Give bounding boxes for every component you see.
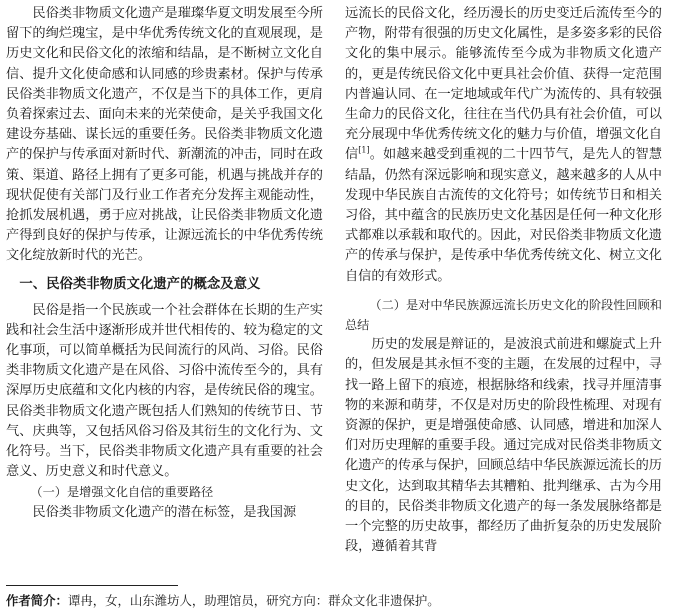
continued-text-before-ref: 远流长的民俗文化，经历漫长的历史变迁后流传至今的产物，附带有很强的历史文化属性，是多姿多彩的民俗文化的集中展示。能够流传至今成为非物质文化遗产的，更是传统民俗文化中更具社会价值、获得一定范围内普遍认同、在一定地域或年代广为流传的、具有较强生命力的民俗文化，往往在当代仍具有社会价值，可以充分展现中华优秀传统文化的魅力与价值，增强文化自信 — [345, 6, 662, 163]
subsection-paragraph-history: 历史的发展是辩证的，是波浪式前进和螺旋式上升的，但发展是其永恒不变的主题，在发展的过程中，寻找一路上留下的痕迹，根据脉络和线索，找寻并厘清事物的来源和萌芽，不仅是对历史的阶段性梳理、对现有资源的保护，更是增强使命感、认同感，增进和加深人们对历史理解的重要手段。通过完成对民俗类非物质文化遗产的传承与保护，回顾总结中华民族源远流长的历史文化，达到取其精华去其糟粕、批判继承、古为今用的目的，民俗类非物质文化遗产的每一条发展脉络都是一个完整的历史故事，都经历了曲折复杂的历史发展阶段，遵循着其背 — [345, 337, 662, 555]
right-column — [345, 4, 662, 557]
subsection-paragraph-start: 民俗类非物质文化遗产的潜在标签，是我国源 — [32, 504, 297, 520]
author-footnote — [6, 592, 440, 610]
continued-paragraph — [345, 4, 662, 287]
intro-paragraph: 民俗类非物质文化遗产是璀璨华夏文明发展至今所留下的绚烂瑰宝，是中华优秀传统文化的直观展现，是历史文化和民俗文化的浓缩和结晶，是不断树立文化自信、提升文化使命感和认同感的珍贵素材。保护与传承民俗类非物质文化遗产，不仅是当下的具体工作，更肩负着探索过去、面向未来的光荣使命，是关乎我国文化建设夯基础、谋长远的重要任务。民俗类非物质文化遗产的保护与传承面对新时代、新潮流的冲击，同时在政策、渠道、路径上拥有了更多可能，机遇与挑战并存的现状促使有关部门及行业工作者充分发挥主观能动性，抢抓发展机遇，勇于应对挑战，让民俗类非物质文化遗产得到良好的保护与传承，让源远流长的中华优秀传统文化绽放新时代的光芒。 — [6, 6, 323, 264]
subsection-heading-cultural-confidence: （一）是增强文化自信的重要路径 — [30, 485, 214, 500]
section-heading-concept-significance: 一、民俗类非物质文化遗产的概念及意义 — [19, 276, 261, 292]
footnote-text: 谭冉，女，山东潍坊人，助理馆员，研究方向：群众文化非遗保护。 — [67, 593, 440, 608]
left-column — [6, 4, 323, 523]
subsection-heading-historical-review: （二）是对中华民族源远流长历史文化的阶段性回顾和总结 — [345, 297, 662, 333]
reference-mark: [1] — [358, 146, 370, 156]
footnote-divider — [6, 585, 178, 586]
continued-text-after-ref: 。如越来越受到重视的二十四节气，是先人的智慧结晶，仍然有深远影响和现实意义，越来越多的人从中发现中华民族自古流传的文化符号；如传统节日和相关习俗，其中蕴含的民族历史文化基因是任何一种文化形式都难以承载和取代的。因此，对民俗类非物质文化遗产的传承与保护，是传承中华优秀传统文化、树立文化自信的有效形式。 — [345, 147, 663, 284]
section-paragraph-folk-definition: 民俗是指一个民族或一个社会群体在长期的生产实践和社会生活中逐渐形成并世代相传的、较为稳定的文化事项，可以简单概括为民间流行的风尚、习俗。民俗类非物质文化遗产是在风俗、习俗中流传至今的，具有深厚历史底蕴和文化内核的内容，是传统民俗的瑰宝。民俗类非物质文化遗产既包括人们熟知的传统节日、节气、庆典等，又包括风俗习俗及其衍生的文化行为、文化符号。当下，民俗类非物质文化遗产具有重要的社会意义、历史意义和时代意义。 — [6, 302, 323, 480]
footnote-label: 作者简介： — [6, 593, 68, 608]
